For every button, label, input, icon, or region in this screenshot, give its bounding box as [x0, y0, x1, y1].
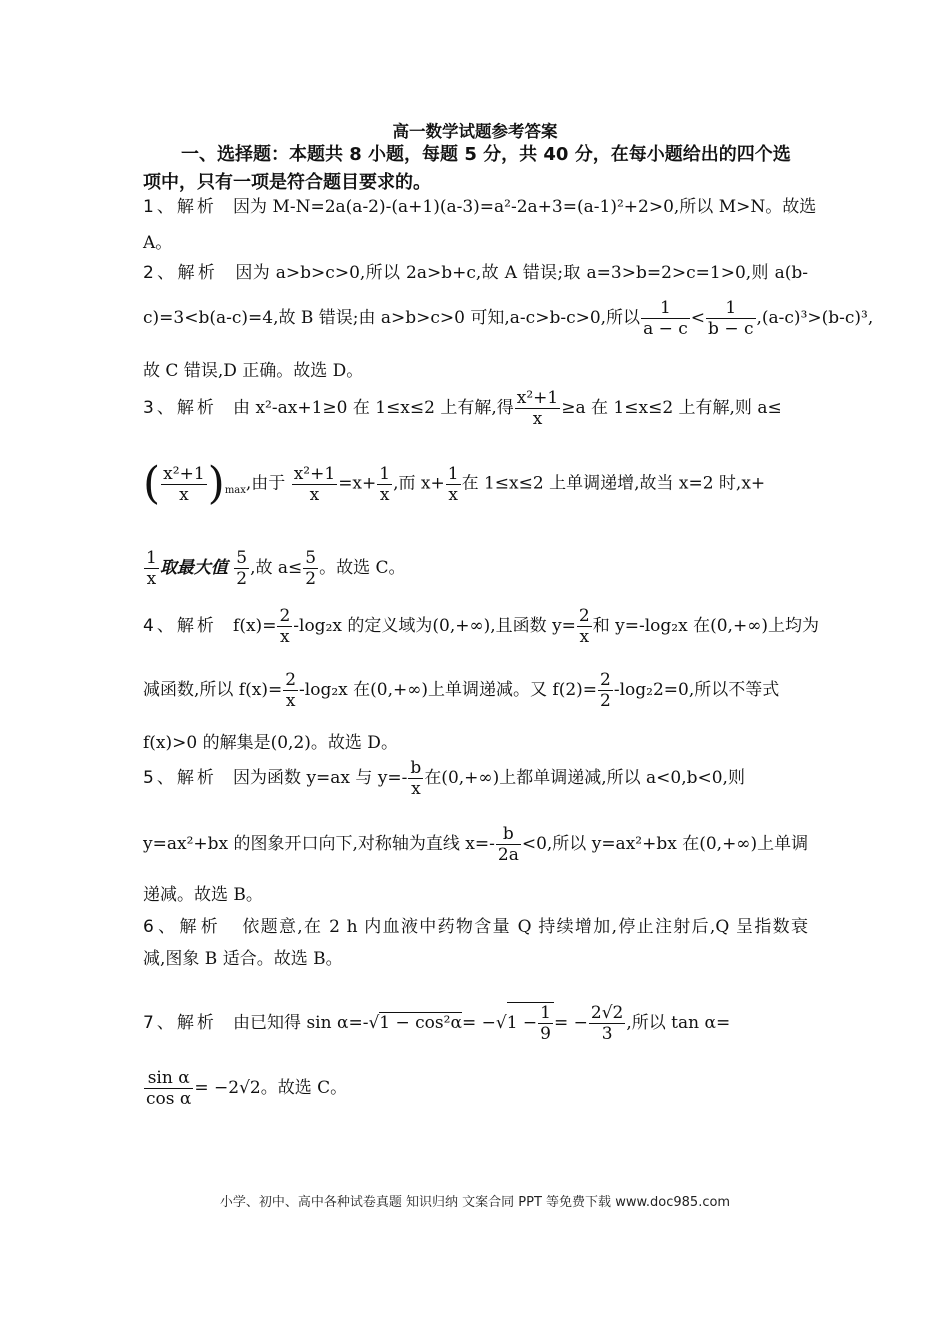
item-3-text-3c: 。故选 C。	[319, 558, 406, 578]
fraction	[277, 606, 292, 647]
fraction	[589, 1003, 625, 1044]
numerator: x²+1	[516, 388, 559, 408]
item-7-label: 7、解析	[143, 1013, 217, 1033]
numerator: 2	[285, 670, 297, 690]
right-paren: )	[207, 458, 225, 509]
fraction	[408, 758, 423, 799]
radicand	[507, 1002, 554, 1044]
fraction	[641, 298, 690, 339]
denominator: 2	[305, 569, 317, 589]
fraction	[292, 464, 337, 505]
fraction	[515, 388, 560, 429]
numerator: 2	[279, 606, 291, 626]
item-2-line-1	[143, 258, 808, 283]
item-5-label: 5、解析	[143, 768, 217, 788]
radicand-text: 1 −	[506, 1013, 538, 1033]
denominator: x	[577, 626, 592, 647]
denominator: x	[446, 484, 461, 505]
fraction	[446, 464, 461, 505]
item-2-line-2	[143, 298, 874, 339]
item-7-text-2b: = −2√2。故选 C。	[194, 1078, 348, 1098]
item-2-text-1: 因为 a>b>c>0,所以 2a>b+c,故 A 错误;取 a=3>b=2>c=1>0,则 a(b-	[235, 263, 808, 283]
numerator: 2	[578, 606, 590, 626]
item-6-label: 6、解析	[143, 917, 223, 937]
fraction	[303, 548, 318, 589]
denominator: 3	[589, 1023, 625, 1044]
item-2-text-2a: c)=3<b(a-c)=4,故 B 错误;由 a>b>c>0 可知,a-c>b-c>0,所以	[143, 308, 641, 328]
fraction	[377, 464, 392, 505]
item-3-line-3	[143, 548, 808, 589]
fraction	[144, 1068, 193, 1109]
denominator: x	[161, 484, 206, 505]
item-4-line-2	[143, 670, 808, 711]
equals: = −	[553, 1013, 588, 1033]
numerator: x²+1	[293, 463, 336, 484]
numerator: 1	[146, 548, 157, 568]
item-5-text-1b: 在(0,+∞)上都单调递减,所以 a<0,b<0,则	[424, 768, 745, 788]
item-3-text-1a: 由 x²-ax+1≥0 在 1≤x≤2 上有解,得	[233, 398, 514, 418]
item-1-label: 1、解析	[143, 197, 217, 217]
numerator: 5	[305, 548, 317, 568]
item-4-text-1c: 和 y=-log₂x 在(0,+∞)上均为	[592, 616, 819, 636]
numerator: 1	[379, 463, 391, 484]
item-5-line-2	[143, 824, 808, 865]
numerator: 1	[660, 298, 671, 318]
item-4-text-2b: -log₂x 在(0,+∞)上单调递减。又 f(2)=	[299, 680, 598, 700]
denominator: b − c	[708, 319, 754, 339]
numerator: x²+1	[163, 463, 205, 484]
item-3-label: 3、解析	[143, 398, 217, 418]
numerator: 2	[600, 670, 611, 690]
item-2-label: 2、解析	[143, 263, 219, 283]
denominator: 2	[236, 569, 248, 589]
fraction	[283, 670, 298, 711]
less-than: <	[690, 308, 706, 328]
fraction	[161, 464, 206, 505]
item-5-line-3: 递减。故选 B。	[143, 885, 263, 905]
numerator: b	[410, 758, 422, 778]
item-4-text-2a: 减函数,所以 f(x)=	[143, 680, 283, 700]
denominator: x	[515, 408, 560, 429]
fraction	[706, 298, 755, 339]
max-subscript: max	[224, 484, 246, 496]
item-4-text-2c: -log₂2=0,所以不等式	[613, 680, 780, 700]
item-3-text-2c: ,而 x+	[393, 473, 445, 494]
item-3-line-1	[143, 388, 808, 429]
denominator: cos α	[146, 1089, 192, 1109]
denominator: x	[408, 778, 423, 799]
denominator: 2a	[497, 845, 519, 865]
denominator: x	[277, 626, 292, 647]
item-7-line-2	[143, 1068, 808, 1109]
item-5-line-1	[143, 758, 808, 799]
item-7-line-1	[143, 1002, 808, 1044]
fraction	[598, 670, 613, 711]
section-heading: 一、选择题：本题共 8 小题，每题 5 分，共 40 分，在每小题给出的四个选项中，只有一项是符合题目要求的。	[143, 144, 791, 193]
item-1-text-1: 因为 M-N=2a(a-2)-(a+1)(a-3)=a²-2a+3=(a-1)²+2>0,所以 M>N。故选	[233, 197, 817, 217]
max-value-text: 取最大值	[159, 558, 228, 578]
item-3-text-2a: ,由于	[245, 473, 286, 494]
item-1-line-1	[143, 192, 817, 217]
item-5-text-2a: y=ax²+bx 的图象开口向下,对称轴为直线 x=-	[143, 834, 495, 854]
fraction	[144, 548, 159, 589]
fraction	[577, 606, 592, 647]
denominator: 2	[600, 691, 611, 711]
radicand: 1 − cos²α	[379, 1013, 462, 1033]
item-6-line-1	[143, 912, 808, 937]
fraction	[538, 1003, 553, 1044]
numerator: 1	[725, 298, 737, 318]
denominator: x	[292, 484, 337, 505]
fraction	[234, 548, 249, 589]
item-1-line-2: A。	[143, 233, 173, 253]
numerator: 1	[540, 1003, 551, 1023]
denominator: x	[283, 690, 298, 711]
item-3-text-2d: 在 1≤x≤2 上单调递增,故当 x=2 时,x+	[461, 473, 766, 494]
denominator: a − c	[643, 319, 688, 339]
left-paren: (	[143, 458, 161, 509]
item-2-line-3: 故 C 错误,D 正确。故选 D。	[143, 361, 364, 381]
numerator: 5	[236, 548, 248, 568]
numerator: sin α	[147, 1068, 190, 1088]
sqrt-sign: √	[368, 1013, 380, 1033]
denominator: x	[144, 568, 159, 589]
numerator: 2√2	[590, 1003, 624, 1023]
item-6-text-1: 依题意,在 2 h 内血液中药物含量 Q 持续增加,停止注射后,Q 呈指数衰	[242, 917, 808, 937]
item-2-text-2b: ,(a-c)³>(b-c)³,	[756, 308, 874, 328]
item-3-text-3b: ,故 a≤	[250, 558, 303, 578]
item-6-line-2: 减,图象 B 适合。故选 B。	[143, 949, 343, 969]
item-3-text-1b: ≥a 在 1≤x≤2 上有解,则 a≤	[561, 398, 782, 418]
sqrt-sign: √	[495, 1013, 507, 1033]
item-4-text-1b: -log₂x 的定义域为(0,+∞),且函数 y=	[293, 616, 576, 636]
item-4-text-1a: f(x)=	[233, 616, 277, 636]
item-5-text-1a: 因为函数 y=ax 与 y=-	[233, 768, 408, 788]
item-7-text-1a: 由已知得 sin α=-	[233, 1013, 369, 1033]
item-7-text-1b: ,所以 tan α=	[626, 1013, 731, 1033]
item-3-text-2b: =x+	[338, 473, 377, 494]
item-3-line-2	[143, 458, 808, 509]
numerator: 1	[447, 463, 459, 484]
footer-text: 小学、初中、高中各种试卷真题 知识归纳 文案合同 PPT 等免费下载 www.doc985.com	[219, 1195, 731, 1210]
page-title: 高一数学试题参考答案	[392, 122, 558, 141]
numerator: b	[502, 824, 514, 844]
item-4-label: 4、解析	[143, 616, 217, 636]
denominator: x	[377, 484, 392, 505]
item-5-text-2b: <0,所以 y=ax²+bx 在(0,+∞)上单调	[521, 834, 809, 854]
item-4-line-1	[143, 606, 819, 647]
item-4-line-3: f(x)>0 的解集是(0,2)。故选 D。	[143, 733, 398, 753]
denominator: 9	[540, 1024, 551, 1044]
equals: = −	[461, 1013, 496, 1033]
fraction	[496, 824, 521, 865]
